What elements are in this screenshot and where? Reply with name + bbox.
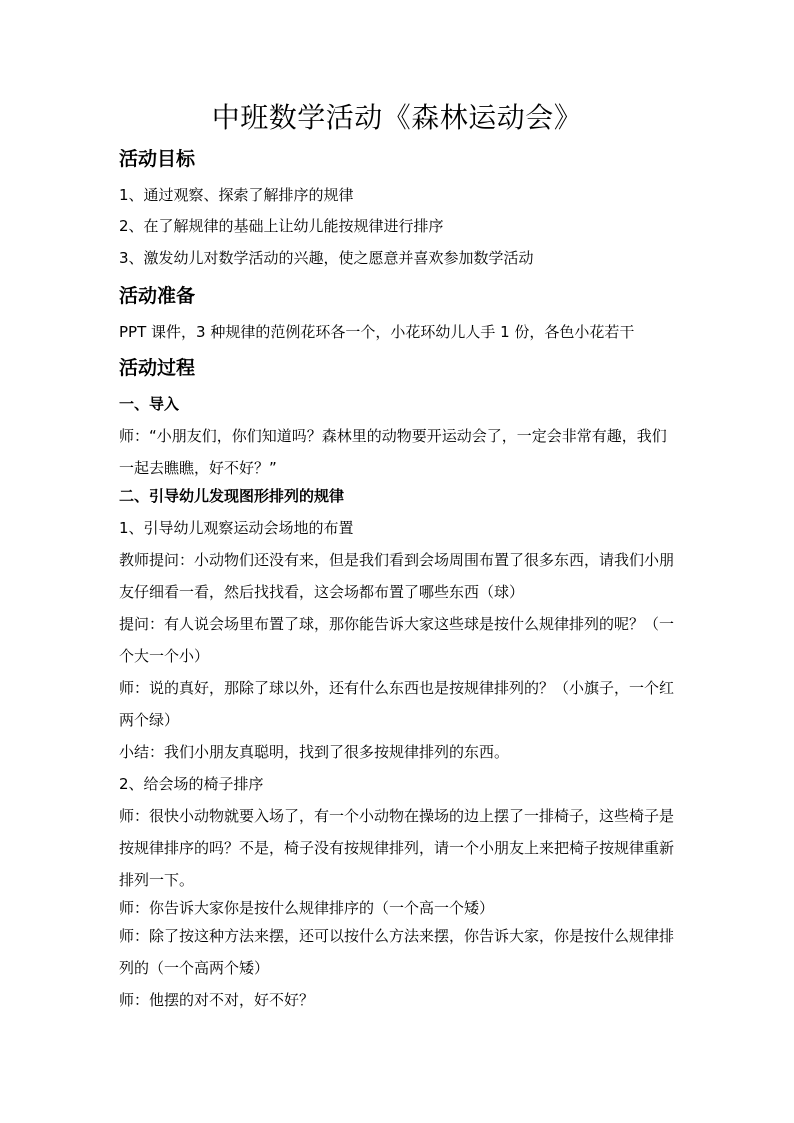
sub2-heading: 2、给会场的椅子排序 [119, 775, 264, 793]
sub2-paragraph-1: 师：很快小动物就要入场了，有一个小动物在操场的边上摆了一排椅子，这些椅子是按规律排序的吗？不是，椅子没有按规律排列，请一个小朋友上来把椅子按规律重新排列一下。 [119, 807, 675, 889]
process-heading: 活动过程 [119, 357, 196, 379]
sub2-paragraph-2: 师：你告诉大家你是按什么规律排序的（一个高一个矮） [119, 899, 495, 917]
goals-heading: 活动目标 [119, 148, 196, 170]
sub1-paragraph-1: 教师提问：小动物们还没有来，但是我们看到会场周围布置了很多东西，请我们小朋友仔细看一看，然后找找看，这会场都布置了哪些东西（球） [119, 551, 675, 601]
goal-item-1: 1、通过观察、探索了解排序的规律 [119, 186, 354, 204]
sub2-paragraph-4: 师：他摆的对不对，好不好？ [119, 991, 315, 1009]
sub2-paragraph-3: 师：除了按这种方法来摆，还可以按什么方法来摆，你告诉大家，你是按什么规律排列的（一个高两个矮） [119, 927, 675, 977]
section2-heading: 二、引导幼儿发现图形排列的规律 [119, 487, 345, 505]
sub1-heading: 1、引导幼儿观察运动会场地的布置 [119, 519, 354, 537]
sub1-paragraph-4: 小结：我们小朋友真聪明，找到了很多按规律排列的东西。 [119, 743, 510, 761]
intro-text: 师：“小朋友们，你们知道吗？森林里的动物要开运动会了，一定会非常有趣，我们一起去瞧瞧，好不好？” [119, 427, 667, 477]
preparation-heading: 活动准备 [119, 285, 196, 307]
document-title: 中班数学活动《森林运动会》 [211, 101, 583, 134]
preparation-text: PPT 课件，3 种规律的范例花环各一个，小花环幼儿人手 1 份，各色小花若干 [119, 323, 635, 341]
sub1-paragraph-3: 师：说的真好，那除了球以外，还有什么东西也是按规律排列的？（小旗子，一个红两个绿） [119, 679, 675, 729]
goal-item-3: 3、激发幼儿对数学活动的兴趣，使之愿意并喜欢参加数学活动 [119, 249, 534, 267]
intro-heading: 一、导入 [119, 395, 180, 413]
goal-item-2: 2、在了解规律的基础上让幼儿能按规律进行排序 [119, 217, 444, 235]
sub1-paragraph-2: 提问：有人说会场里布置了球，那你能告诉大家这些球是按什么规律排列的呢？（一个大一个小） [119, 615, 675, 665]
